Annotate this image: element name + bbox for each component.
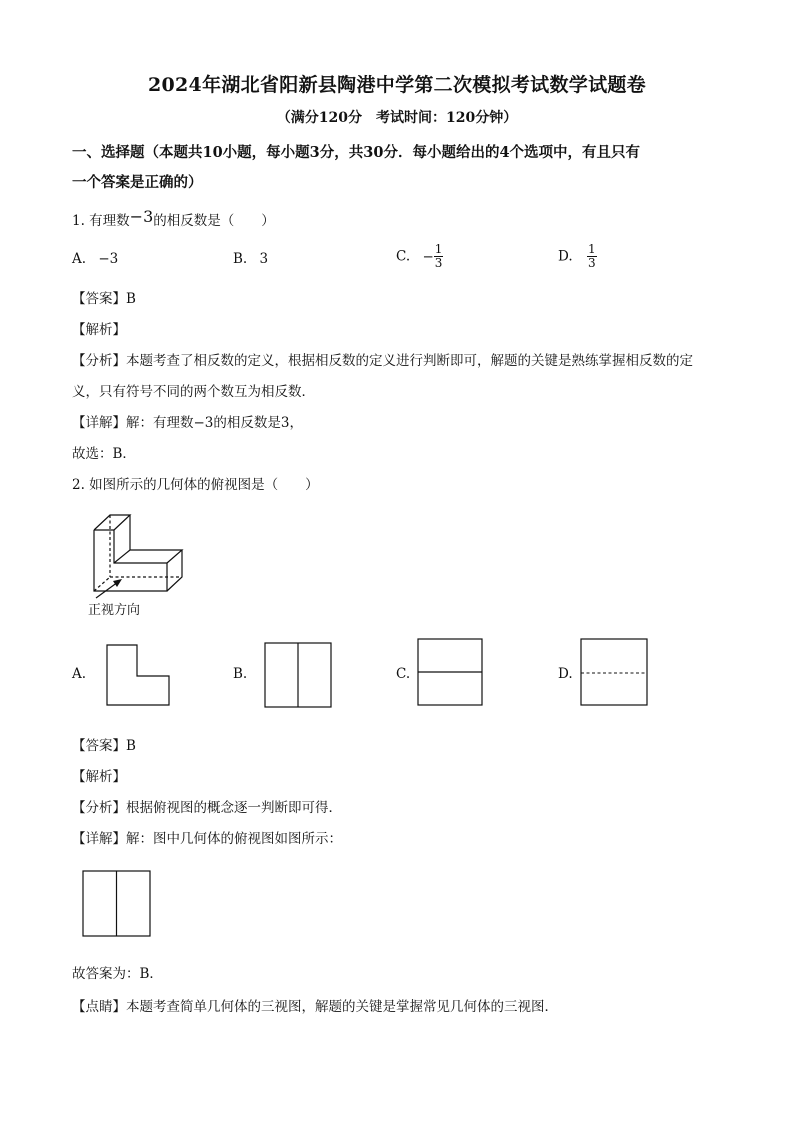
q1-option-c-fraction xyxy=(434,243,444,270)
q1-analysis-line-1: 【分析】本题考查了相反数的定义，根据相反数的定义进行判断即可，解题的关键是熟练掌握相反数的定 xyxy=(72,353,693,369)
q2-option-d-letter: D. xyxy=(558,666,573,682)
q1-stem xyxy=(72,209,275,229)
q1-option-a-text: −3 xyxy=(98,251,119,267)
q1-analysis-heading: 【解析】 xyxy=(72,322,126,338)
q1-option-d xyxy=(558,243,597,270)
q1-analysis-line-2: 义，只有符号不同的两个数互为相反数． xyxy=(72,384,315,400)
q1-choice: 故选：B． xyxy=(72,446,136,462)
q2-option-a-figure xyxy=(106,644,170,706)
q2-figure-label: 正视方向 xyxy=(88,603,141,618)
q2-option-c-letter: C. xyxy=(396,666,411,682)
q1-option-c xyxy=(396,243,443,270)
q1-stem-suffix: 的相反数是（ ） xyxy=(153,213,275,229)
q2-analysis: 【分析】根据俯视图的概念逐一判断即可得． xyxy=(72,800,342,816)
q2-answer-figure xyxy=(82,870,152,938)
q2-stem: 2. 如图所示的几何体的俯视图是（ ） xyxy=(72,477,319,493)
q2-conclusion: 故答案为：B． xyxy=(72,966,163,982)
q1-stem-number: −3 xyxy=(129,207,154,226)
q1-option-d-fraction xyxy=(587,243,597,270)
q2-comment: 【点睛】本题考查简单几何体的三视图，解题的关键是掌握常见几何体的三视图． xyxy=(72,999,558,1015)
q2-answer: 【答案】B xyxy=(72,738,136,754)
q2-detail: 【详解】解：图中几何体的俯视图如图所示： xyxy=(72,831,342,847)
q1-option-b-letter: B. xyxy=(233,251,248,267)
q2-option-d-figure xyxy=(580,638,648,706)
q2-option-a-letter: A. xyxy=(72,666,87,682)
q1-option-c-letter: C. xyxy=(396,248,411,265)
q2-option-c-figure xyxy=(417,638,483,706)
q1-option-c-numerator: 1 xyxy=(434,242,443,256)
q1-option-b-text: 3 xyxy=(259,251,269,267)
q1-option-c-denominator: 3 xyxy=(434,256,443,270)
q1-answer: 【答案】B xyxy=(72,291,136,307)
exam-info: （满分120分 考试时间：120分钟） xyxy=(276,110,518,126)
q2-option-b-figure xyxy=(264,642,332,708)
q1-option-d-numerator: 1 xyxy=(587,242,596,256)
q1-stem-prefix: 1. 有理数 xyxy=(72,213,130,229)
q2-option-b-letter: B. xyxy=(233,666,248,682)
section-header-line-1: 一、选择题（本题共10小题，每小题3分，共30分．每小题给出的4个选项中，有且只有 xyxy=(72,144,641,161)
q1-option-d-letter: D. xyxy=(558,248,573,265)
q2-solid-figure xyxy=(80,505,200,605)
q1-option-b xyxy=(233,251,268,267)
section-header-line-2: 一个答案是正确的） xyxy=(72,174,203,191)
q1-option-a-letter: A. xyxy=(72,251,87,267)
page-title: 2024年湖北省阳新县陶港中学第二次模拟考试数学试题卷 xyxy=(148,74,646,96)
q2-analysis-heading: 【解析】 xyxy=(72,769,126,785)
q1-detail: 【详解】解：有理数−3的相反数是3， xyxy=(72,415,303,431)
q1-option-c-sign: − xyxy=(422,248,434,265)
q1-option-a xyxy=(72,251,118,267)
q1-option-d-denominator: 3 xyxy=(587,256,596,270)
